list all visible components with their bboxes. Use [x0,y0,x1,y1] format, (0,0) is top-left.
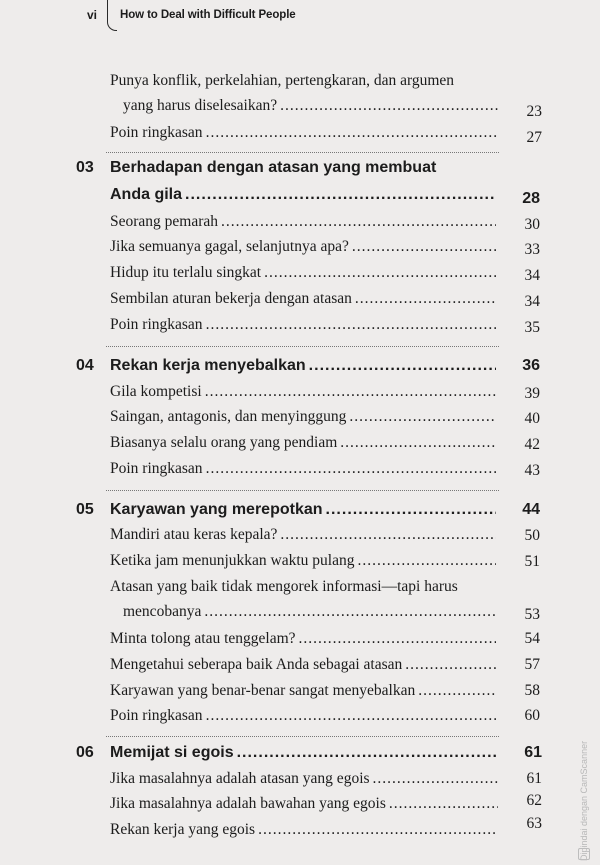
toc-entry-page: 62 [526,792,542,809]
toc-entry [110,627,540,651]
toc-entry-page: 27 [526,129,542,146]
toc-entry-title: Punya konflik, perkelahian, pertengkaran, dan argumen [110,72,455,89]
leader-dots [349,405,496,429]
section-divider [106,736,499,737]
toc-entry-title: Poin ringkasan [110,460,203,477]
toc-entry-page: 50 [524,527,540,544]
toc-entry-title: yang harus diselesaikan? [123,97,278,114]
leader-dots [206,457,496,481]
leader-dots [185,183,496,207]
toc-entry-page: 61 [526,770,542,787]
toc-entry-title: Sembilan aturan bekerja dengan atasan [110,290,352,307]
toc-entry-title: Karyawan yang benar-benar sangat menyebalkan [110,682,416,699]
toc-entry-title: Jika masalahnya adalah bawahan yang egois [110,795,386,812]
chapter-page: 44 [522,501,540,518]
leader-dots [206,704,496,728]
section-divider [106,152,499,153]
section-divider [106,346,499,347]
toc-entry [110,792,542,816]
toc-entry [110,405,540,429]
toc-entry-page: 34 [524,293,540,310]
toc-entry [110,523,540,547]
toc-entry-title: Biasanya selalu orang yang pendiam [110,434,338,451]
chapter-title: Rekan kerja menyebalkan [110,357,306,374]
toc-entry-page: 23 [526,103,542,120]
toc-entry-title: Minta tolong atau tenggelam? [110,630,296,647]
toc-entry-title: Gila kompetisi [110,383,202,400]
leader-dots [358,549,497,573]
toc-entry [110,261,540,285]
toc-entry-page: 42 [524,436,540,453]
leader-dots [280,523,496,547]
chapter-page: 36 [522,357,540,374]
toc-entry [123,600,540,624]
leader-dots [352,235,496,259]
toc-entry-page: 58 [524,682,540,699]
toc-entry-title: Poin ringkasan [110,707,203,724]
leader-dots [355,287,496,311]
chapter-heading [110,498,540,522]
leader-dots [280,94,498,118]
toc-entry-page: 33 [524,241,540,258]
toc-entry-page: 30 [524,216,540,233]
scanner-logo-icon [578,848,590,860]
section-divider [106,490,499,491]
chapter-heading [110,741,542,765]
chapter-number: 03 [76,159,94,176]
toc-entry-title: Jika masalahnya adalah atasan yang egois [110,770,370,787]
leader-dots [418,679,496,703]
toc-entry-title: mencobanya [123,603,202,620]
toc-entry-page: 54 [524,630,540,647]
leader-dots [205,380,496,404]
chapter-title: Anda gila [110,186,183,203]
toc-entry-title: Seorang pemarah [110,213,219,230]
scanner-watermark [574,721,596,861]
toc-entry-page: 60 [524,707,540,724]
toc-entry-title: Ketika jam menunjukkan waktu pulang [110,552,355,569]
toc-entry-page: 53 [524,606,540,623]
toc-entry-page: 34 [524,267,540,284]
toc-entry-title: Poin ringkasan [110,124,203,141]
chapter-title: Memijat si egois [110,744,234,761]
toc-entry-title: Mandiri atau keras kepala? [110,526,278,543]
toc-entry [110,679,540,703]
toc-entry [110,235,540,259]
leader-dots [340,431,496,455]
toc-entry [110,704,540,728]
toc-entry-title: Rekan kerja yang egois [110,821,256,838]
chapter-number: 04 [76,357,94,374]
chapter-number: 06 [76,744,94,761]
leader-dots [221,210,496,234]
toc-entry [110,121,542,145]
leader-dots [373,767,498,791]
toc-entry-title: Hidup itu terlalu singkat [110,264,262,281]
toc-entry-page: 39 [524,385,540,402]
toc-entry-page: 63 [526,815,542,832]
leader-dots [204,600,496,624]
book-title: How to Deal with Difficult People [120,9,296,21]
leader-dots [206,121,498,145]
toc-entry [123,94,542,118]
chapter-title: Berhadapan dengan atasan yang membuat [110,159,437,176]
toc-entry-page: 51 [524,553,540,570]
toc-entry-title: Atasan yang baik tidak mengorek informasi—tapi harus [110,578,458,595]
toc-entry-page: 43 [524,462,540,479]
leader-dots [326,498,496,522]
leader-dots [237,741,498,765]
chapter-page: 61 [524,744,542,761]
toc-entry [110,549,540,573]
leader-dots [389,792,498,816]
toc-entry [110,457,540,481]
toc-entry-title: Poin ringkasan [110,316,203,333]
header-divider [107,0,117,31]
page-number: vi [87,8,98,22]
toc-entry [110,69,500,93]
leader-dots [309,354,496,378]
toc-entry [110,210,540,234]
toc-entry-page: 40 [524,410,540,427]
toc-entry [110,380,540,404]
toc-entry [110,767,542,791]
chapter-number: 05 [76,501,94,518]
leader-dots [264,261,496,285]
toc-entry [110,287,540,311]
toc-entry [110,313,540,337]
chapter-heading [110,156,540,180]
leader-dots [405,653,496,677]
toc-entry [110,653,540,677]
toc-entry-title: Jika semuanya gagal, selanjutnya apa? [110,238,349,255]
toc-entry [110,575,540,599]
toc-entry [110,431,540,455]
toc-entry-title: Mengetahui seberapa baik Anda sebagai atasan [110,656,403,673]
chapter-heading [110,354,540,378]
chapter-heading [110,183,540,207]
leader-dots [258,818,498,842]
toc-entry-title: Saingan, antagonis, dan menyinggung [110,408,347,425]
leader-dots [206,313,496,337]
chapter-page: 28 [522,190,540,207]
scanner-watermark-text: Dipindai dengan CamScanner [579,740,589,861]
chapter-title: Karyawan yang merepotkan [110,501,323,518]
toc-entry-page: 35 [524,319,540,336]
toc-entry-page: 57 [524,656,540,673]
toc-entry [110,815,542,842]
leader-dots [299,627,496,651]
